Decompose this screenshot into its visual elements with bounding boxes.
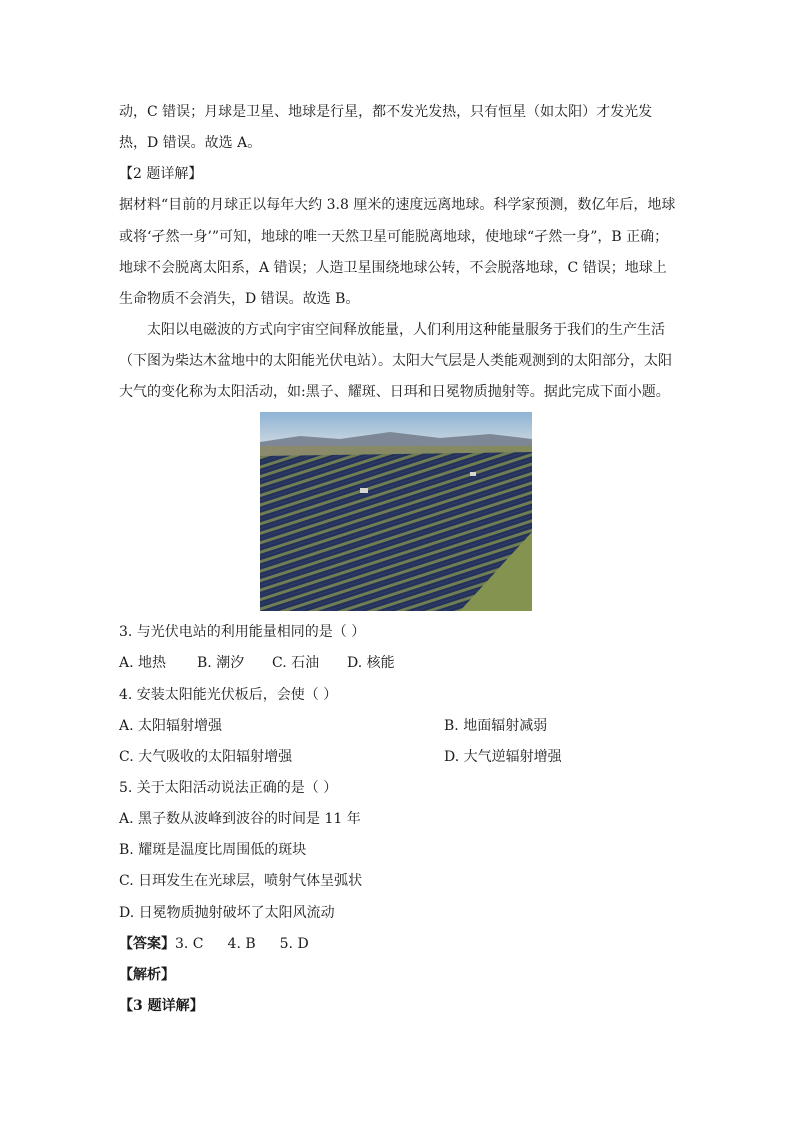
question-5-option-d: D. 日冕物质抛射破坏了太阳风流动 xyxy=(119,905,335,921)
question-4-option-d: D. 大气逆辐射增强 xyxy=(444,749,562,765)
paragraph-q2-line-2: 或将‘孑然一身’”可知，地球的唯一天然卫星可能脱离地球，使地球“孑然一身”，B 正确； xyxy=(119,229,669,245)
answer-3: 3. C xyxy=(175,936,204,952)
answer-5: 5. D xyxy=(279,936,309,952)
material-line-3: 大气的变化称为太阳活动，如:黑子、耀斑、日珥和日冕物质抛射等。据此完成下面小题。 xyxy=(119,384,670,400)
line-1: 动，C 错误；月球是卫星、地球是行星，都不发光发热，只有恒星（如太阳）才发光发 xyxy=(119,104,653,120)
solar-power-station-photo xyxy=(260,412,532,611)
analysis-heading: 【解析】 xyxy=(119,967,175,983)
answer-line xyxy=(119,934,309,954)
paragraph-q2-line-4: 生命物质不会消失，D 错误。故选 B。 xyxy=(119,291,360,307)
answer-4: 4. B xyxy=(227,936,256,952)
question-5-stem: 5. 关于太阳活动说法正确的是（ ） xyxy=(119,780,338,796)
question-3-option-c: C. 石油 xyxy=(272,655,320,671)
paragraph-q2-line-1: 据材料“目前的月球正以每年大约 3.8 厘米的速度远离地球。科学家预测，数亿年后，地球 xyxy=(119,197,676,213)
paragraph-q2-line-3: 地球不会脱离太阳系，A 错误；人造卫星围绕地球公转，不会脱落地球，C 错误；地球上 xyxy=(119,260,667,276)
material-line-1: 太阳以电磁波的方式向宇宙空间释放能量，人们利用这种能量服务于我们的生产生活 xyxy=(147,322,665,338)
question-4-option-b: B. 地面辐射减弱 xyxy=(444,718,548,734)
heading-q3-detail: 【3 题详解】 xyxy=(119,998,204,1014)
heading-q2-detail: 【2 题详解】 xyxy=(119,166,203,182)
question-3-stem: 3. 与光伏电站的利用能量相同的是（ ） xyxy=(119,624,366,640)
question-3-option-b: B. 潮汐 xyxy=(197,655,245,671)
material-line-2: （下图为柴达木盆地中的太阳能光伏电站）。太阳大气层是人类能观测到的太阳部分，太阳 xyxy=(119,353,672,369)
question-3-option-a: A. 地热 xyxy=(119,655,167,671)
line-2: 热，D 错误。故选 A。 xyxy=(119,135,262,151)
question-3-option-d: D. 核能 xyxy=(347,655,395,671)
question-5-option-c: C. 日珥发生在光球层，喷射气体呈弧状 xyxy=(119,873,363,889)
answer-label: 【答案】 xyxy=(119,936,175,952)
question-4-stem: 4. 安装太阳能光伏板后，会使（ ） xyxy=(119,687,338,703)
question-4-option-c: C. 大气吸收的太阳辐射增强 xyxy=(119,749,293,765)
question-5-option-a: A. 黑子数从波峰到波谷的时间是 11 年 xyxy=(119,811,361,827)
question-5-option-b: B. 耀斑是温度比周围低的斑块 xyxy=(119,842,307,858)
question-4-option-a: A. 太阳辐射增强 xyxy=(119,718,223,734)
